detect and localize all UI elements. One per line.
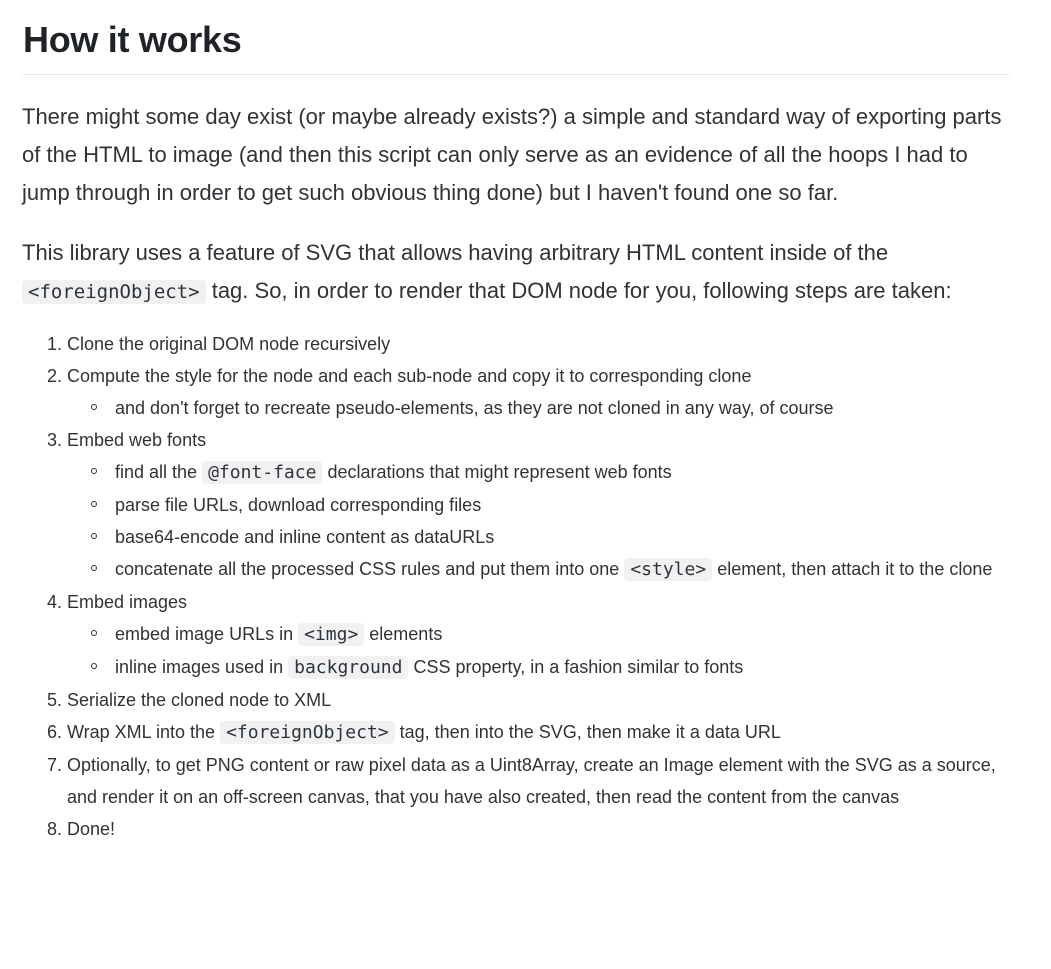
sub-item-text: and don't forget to recreate pseudo-elements, as they are not cloned in any way, of course: [115, 398, 834, 418]
step-item: [67, 586, 1013, 684]
paragraph-text: This library uses a feature of SVG that allows having arbitrary HTML content inside of the: [22, 240, 889, 265]
step-item: [67, 813, 1013, 845]
intro-paragraph: There might some day exist (or maybe already exists?) a simple and standard way of exporting parts of the HTML to image (and then this script can only serve as an evidence of all the hoops I had to jump through in order to get such obvious thing done) but I haven't found one so far.: [22, 104, 1002, 205]
sub-list: [67, 618, 1013, 684]
inline-code: <foreignObject>: [220, 721, 395, 744]
paragraph-text: tag. So, in order to render that DOM node for you, following steps are taken:: [205, 278, 952, 303]
step-text: Optionally, to get PNG content or raw pixel data as a Uint8Array, create an Image element with the SVG as a source, and render it on an off-screen canvas, that you have also created, then read the content from the canvas: [67, 755, 996, 807]
sub-item: [115, 392, 1013, 424]
sub-item: [115, 521, 1013, 553]
inline-code: <foreignObject>: [22, 280, 206, 304]
steps-list: [22, 328, 1013, 845]
sub-item-text: CSS property, in a fashion similar to fonts: [408, 657, 744, 677]
inline-code: @font-face: [202, 461, 322, 484]
step-text: Embed images: [67, 592, 188, 612]
circle-bullet-icon: [91, 468, 97, 474]
sub-list: [67, 456, 1013, 586]
circle-bullet-icon: [91, 565, 97, 571]
sub-item-text: elements: [364, 624, 443, 644]
inline-code: <img>: [298, 623, 364, 646]
step-item: [67, 749, 1013, 813]
step-text: Clone the original DOM node recursively: [67, 334, 391, 354]
sub-item-text: parse file URLs, download corresponding files: [115, 495, 482, 515]
step-text: Serialize the cloned node to XML: [67, 690, 332, 710]
sub-item-text: element, then attach it to the clone: [712, 559, 993, 579]
step-text: Done!: [67, 819, 116, 839]
step-text: tag, then into the SVG, then make it a data URL: [394, 722, 781, 742]
section-heading: How it works: [22, 14, 1010, 75]
sub-item-text: inline images used in: [115, 657, 289, 677]
sub-item-text: declarations that might represent web fonts: [322, 462, 672, 482]
library-paragraph: [22, 234, 1012, 311]
circle-bullet-icon: [91, 501, 97, 507]
step-text: Compute the style for the node and each sub-node and copy it to corresponding clone: [67, 366, 752, 386]
circle-bullet-icon: [91, 630, 97, 636]
step-item: [67, 684, 1013, 716]
step-item: [67, 360, 1013, 424]
sub-item-text: find all the: [115, 462, 203, 482]
sub-item: [115, 456, 1013, 489]
sub-item-text: embed image URLs in: [115, 624, 299, 644]
sub-item-text: concatenate all the processed CSS rules and put them into one: [115, 559, 625, 579]
inline-code: background: [288, 656, 408, 679]
circle-bullet-icon: [91, 533, 97, 539]
sub-item: [115, 651, 1013, 684]
circle-bullet-icon: [91, 404, 97, 410]
sub-item: [115, 618, 1013, 651]
step-text: Wrap XML into the: [67, 722, 221, 742]
step-item: [67, 328, 1013, 360]
step-item: [67, 716, 1013, 749]
sub-list: [67, 392, 1013, 424]
step-item: [67, 424, 1013, 586]
sub-item-text: base64-encode and inline content as dataURLs: [115, 527, 495, 547]
circle-bullet-icon: [91, 663, 97, 669]
inline-code: <style>: [624, 558, 712, 581]
sub-item: [115, 553, 1013, 586]
sub-item: [115, 489, 1013, 521]
step-text: Embed web fonts: [67, 430, 207, 450]
